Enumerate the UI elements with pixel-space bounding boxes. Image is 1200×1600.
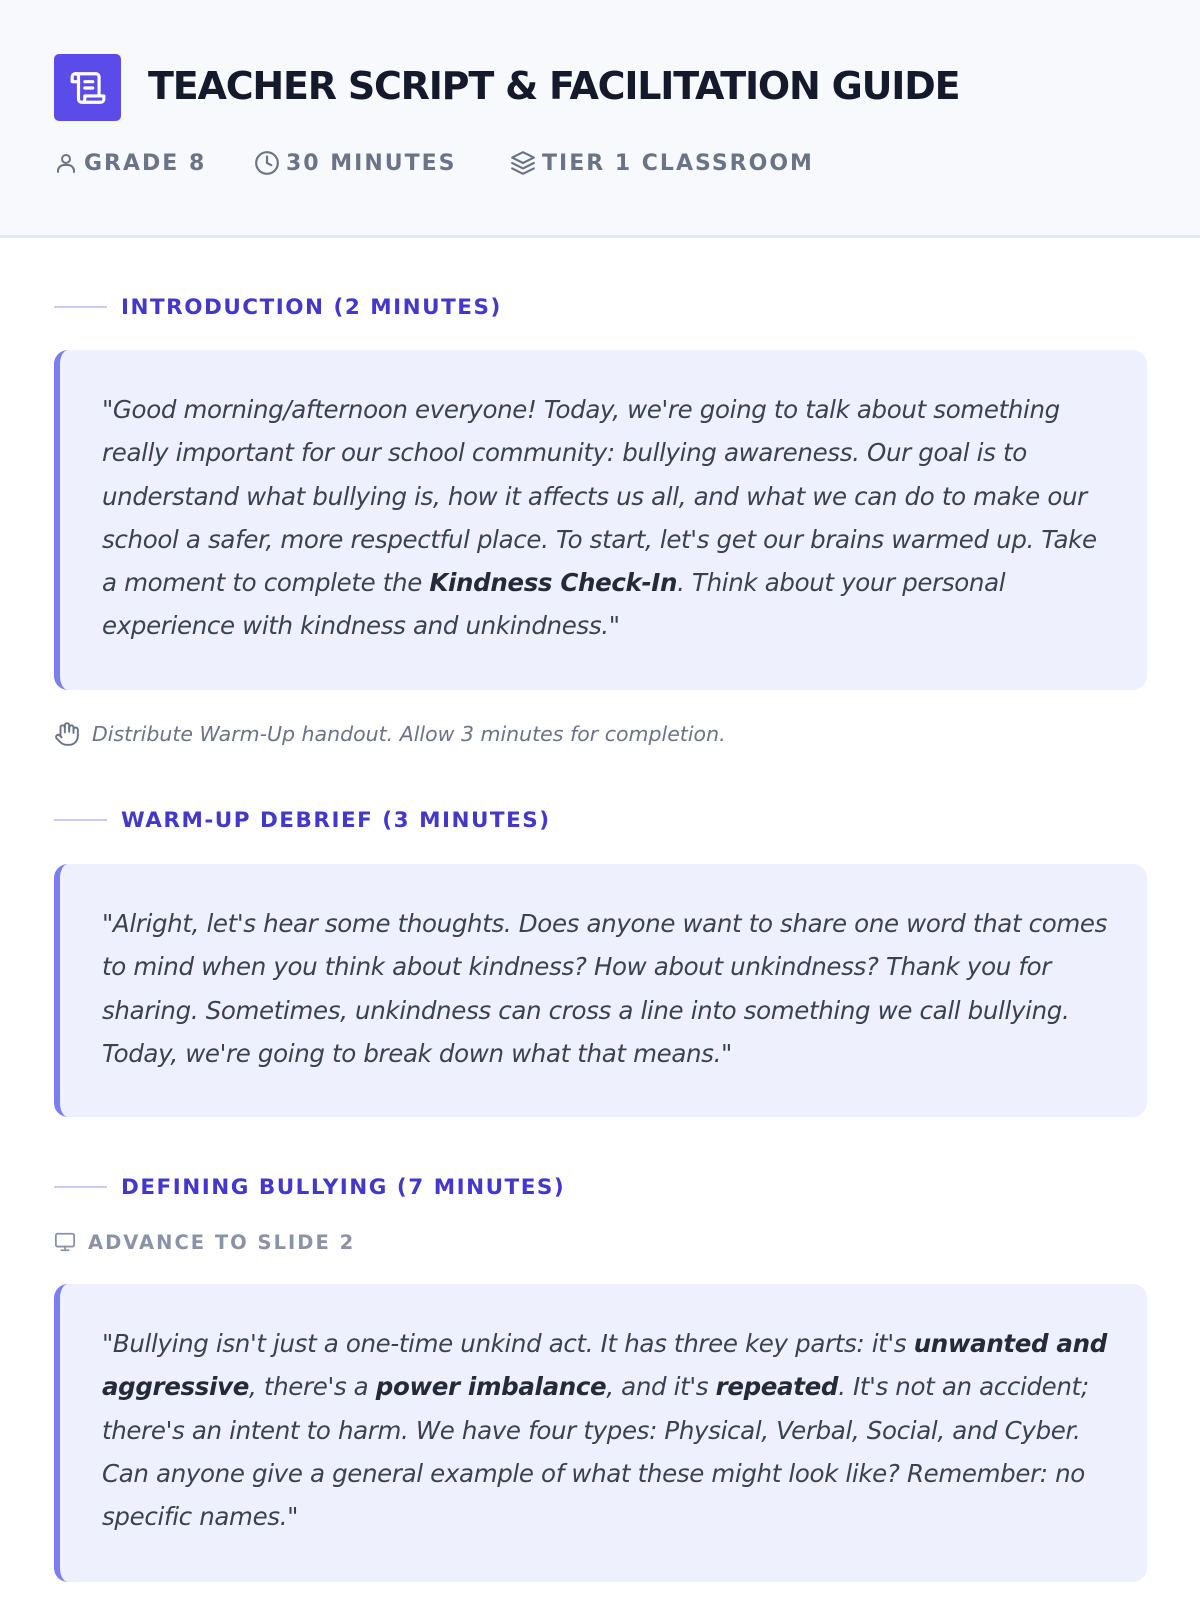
section-title: WARM-UP DEBRIEF (3 MINUTES) (121, 807, 551, 833)
meta-grade-label: GRADE 8 (84, 150, 207, 176)
meta-grade (54, 148, 206, 178)
script-text (102, 1322, 1113, 1538)
section-title: DEFINING BULLYING (7 MINUTES) (121, 1174, 566, 1200)
section-heading-warmup-debrief (54, 805, 551, 835)
user-icon (54, 151, 78, 175)
monitor-icon (54, 1231, 76, 1253)
section-title: INTRODUCTION (2 MINUTES) (121, 294, 502, 320)
script-segment: "Good morning/afternoon everyone! Today, we're going to talk about something really important for our school community: bullying awareness. Our goal is to understand what bullying is, how it affects us all, and what we can do to make our school a safer, more respectful place. To start, let's get our brains warmed up. Take a moment to complete the (102, 395, 1097, 598)
section-heading-defining-bullying (54, 1172, 565, 1202)
meta-tier-label: TIER 1 CLASSROOM (542, 150, 814, 176)
section-divider (54, 819, 107, 821)
slide-cue-text: ADVANCE TO SLIDE 2 (88, 1230, 356, 1254)
script-text (102, 388, 1113, 648)
script-emphasis: repeated (715, 1372, 839, 1402)
section-divider (54, 306, 107, 308)
section-heading-introduction (54, 292, 502, 322)
meta-duration-label: 30 MINUTES (286, 150, 457, 176)
script-emphasis: power imbalance (375, 1372, 607, 1402)
script-segment: "Bullying isn't just a one-time unkind act. It has three key parts: it's (102, 1329, 914, 1358)
script-segment: , there's a (248, 1372, 376, 1402)
script-segment: . Think about your personal experience with kindness and unkindness." (102, 568, 1006, 641)
script-card-warmup-debrief (54, 864, 1147, 1117)
meta-duration (254, 148, 457, 178)
script-segment: "Alright, let's hear some thoughts. Does anyone want to share one word that comes to mind when you think about kindness? How about unkindness? Thank you for sharing. Sometimes, unkindness can cross a line into something we call bullying. Today, we're going to break down what that means." (102, 909, 1108, 1068)
script-segment: . It's not an accident; there's an intent to harm. We have four types: Physical, Verbal, Social, and Cyber. Can anyone give a general example of what these might look like? Remember: no specific names." (102, 1372, 1089, 1532)
meta-tier (510, 148, 814, 178)
script-segment: , and it's (606, 1372, 716, 1402)
script-emphasis: unwanted and aggressive (102, 1329, 1107, 1402)
layers-icon (510, 150, 536, 176)
facilitator-note-text: Distribute Warm-Up handout. Allow 3 minutes for completion. (92, 722, 726, 746)
script-text (102, 902, 1113, 1075)
script-card-defining-bullying (54, 1284, 1147, 1582)
hand-icon (54, 721, 80, 747)
slide-cue (54, 1228, 355, 1256)
scroll-icon (54, 54, 121, 121)
clock-icon (254, 150, 280, 176)
facilitator-note (54, 718, 726, 750)
page-title: TEACHER SCRIPT & FACILITATION GUIDE (148, 64, 960, 108)
guide-header (0, 0, 1200, 238)
script-emphasis: Kindness Check-In (429, 568, 678, 598)
section-divider (54, 1186, 107, 1188)
script-card-introduction (54, 350, 1147, 690)
